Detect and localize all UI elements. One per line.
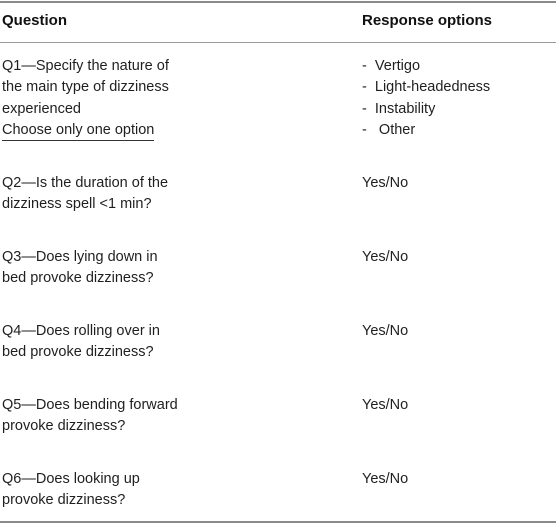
question-text-line: bed provoke dizziness? (2, 270, 154, 287)
question-text-line: bed provoke dizziness? (2, 344, 154, 361)
column-header-response-options: Response options (362, 12, 493, 29)
table-bottom-rule (0, 521, 556, 523)
question-cell-q2 (2, 173, 332, 216)
response-option: - Instability (362, 100, 436, 117)
question-text-line: Q5—Does bending forward (2, 397, 178, 413)
response-cell-q1 (362, 56, 490, 141)
question-cell-q6 (2, 469, 332, 512)
question-cell-q5 (2, 395, 332, 438)
question-text-line: Q6—Does looking up (2, 471, 140, 487)
header-divider-rule (0, 42, 556, 43)
response-option: - Other (362, 121, 416, 138)
question-text-line: Q3—Does lying down in (2, 249, 158, 265)
question-cell-q1 (2, 56, 332, 141)
question-text-line: Q2—Is the duration of the (2, 175, 169, 191)
question-instruction-note: Choose only one option (2, 120, 154, 141)
response-option: - Light-headedness (362, 79, 491, 96)
column-header-question: Question (2, 12, 68, 29)
table-top-rule (0, 1, 556, 3)
response-cell-q3: Yes/No (362, 249, 409, 265)
question-text-line: experienced (2, 100, 81, 117)
question-cell-q4 (2, 321, 332, 364)
question-text-line: provoke dizziness? (2, 492, 126, 509)
response-cell-q2: Yes/No (362, 175, 409, 191)
response-cell-q6: Yes/No (362, 471, 409, 487)
question-text-line: Q1—Specify the nature of (2, 58, 169, 74)
response-cell-q4: Yes/No (362, 323, 409, 339)
question-cell-q3 (2, 247, 332, 290)
question-text-line: dizziness spell <1 min? (2, 196, 152, 213)
question-text-line: Q4—Does rolling over in (2, 323, 160, 339)
question-text-line: the main type of dizziness (2, 79, 169, 96)
response-option: - Vertigo (362, 58, 421, 74)
response-cell-q5: Yes/No (362, 397, 409, 413)
question-text-line: provoke dizziness? (2, 418, 126, 435)
